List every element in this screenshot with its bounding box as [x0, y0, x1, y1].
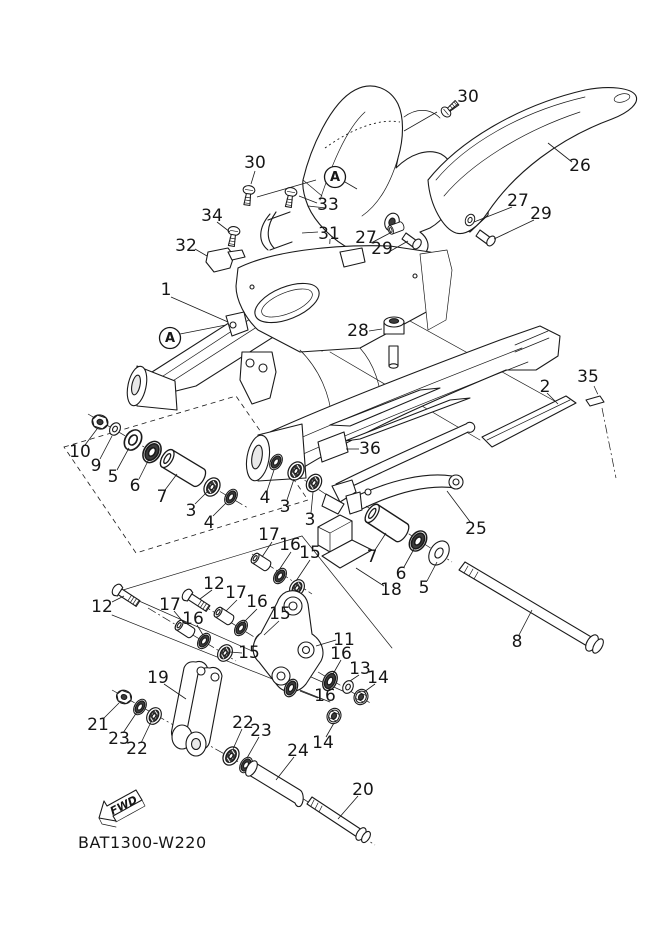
callout-36: 36 — [359, 439, 381, 459]
callout-28: 28 — [347, 321, 369, 341]
callout-4: 4 — [259, 488, 271, 508]
callout-16: 16 — [182, 609, 204, 629]
callout-5: 5 — [107, 467, 119, 487]
callout-19: 19 — [147, 668, 169, 688]
view-marker-A — [325, 167, 346, 188]
callout-9: 9 — [90, 456, 102, 476]
callout-21: 21 — [87, 715, 109, 735]
callout-26: 26 — [569, 156, 591, 176]
svg-text:A: A — [164, 331, 176, 346]
callout-23: 23 — [108, 729, 130, 749]
callout-16: 16 — [279, 535, 301, 555]
link-plates — [171, 661, 222, 756]
callout-17: 17 — [258, 525, 280, 545]
callout-3: 3 — [185, 501, 197, 521]
callout-23: 23 — [250, 721, 272, 741]
callout-29: 29 — [530, 204, 552, 224]
callout-16: 16 — [246, 592, 268, 612]
fwd-label: FWD — [107, 793, 140, 818]
callout-22: 22 — [232, 713, 254, 733]
callout-20: 20 — [352, 780, 374, 800]
callout-34: 34 — [201, 206, 223, 226]
chain-buffer — [482, 396, 604, 447]
spacer-nut-28 — [384, 317, 404, 368]
svg-text:A: A — [329, 170, 341, 185]
callout-31: 31 — [318, 224, 340, 244]
callout-6: 6 — [395, 564, 407, 584]
callout-15: 15 — [269, 604, 291, 624]
pivot-shaft-8 — [459, 562, 606, 655]
callout-14: 14 — [312, 733, 334, 753]
callout-32: 32 — [175, 236, 197, 256]
callout-4: 4 — [203, 513, 215, 533]
callout-10: 10 — [69, 442, 91, 462]
callout-27: 27 — [507, 191, 529, 211]
callout-17: 17 — [159, 595, 181, 615]
callout-7: 7 — [366, 547, 378, 567]
callout-22: 22 — [126, 739, 148, 759]
callout-30: 30 — [244, 153, 266, 173]
callout-18: 18 — [380, 580, 402, 600]
callout-15: 15 — [299, 543, 321, 563]
part-code: BAT1300-W220 — [78, 833, 207, 852]
callout-7: 7 — [156, 487, 168, 507]
callout-17: 17 — [225, 583, 247, 603]
callout-27: 27 — [355, 228, 377, 248]
callout-13: 13 — [349, 659, 371, 679]
callout-12: 12 — [203, 574, 225, 594]
callout-3: 3 — [279, 497, 291, 517]
callout-35: 35 — [577, 367, 599, 387]
callout-16: 16 — [314, 686, 336, 706]
callout-14: 14 — [367, 668, 389, 688]
view-marker-A — [160, 328, 181, 349]
washer-35 — [586, 396, 604, 406]
callout-25: 25 — [465, 519, 487, 539]
callout-6: 6 — [129, 476, 141, 496]
fwd-arrow — [99, 790, 145, 827]
callout-29: 29 — [371, 239, 393, 259]
callout-2: 2 — [539, 377, 551, 397]
callout-3: 3 — [304, 510, 316, 530]
tensioner-bracket-18 — [318, 515, 372, 568]
callout-15: 15 — [238, 643, 260, 663]
callout-1: 1 — [160, 280, 172, 300]
callout-12: 12 — [91, 597, 113, 617]
callout-5: 5 — [418, 578, 430, 598]
callout-24: 24 — [287, 741, 309, 761]
callout-11: 11 — [333, 630, 355, 650]
callout-33: 33 — [317, 195, 339, 215]
callout-16: 16 — [330, 644, 352, 664]
callout-30: 30 — [457, 87, 479, 107]
fender-stay-31 — [261, 212, 292, 250]
callout-8: 8 — [511, 632, 523, 652]
